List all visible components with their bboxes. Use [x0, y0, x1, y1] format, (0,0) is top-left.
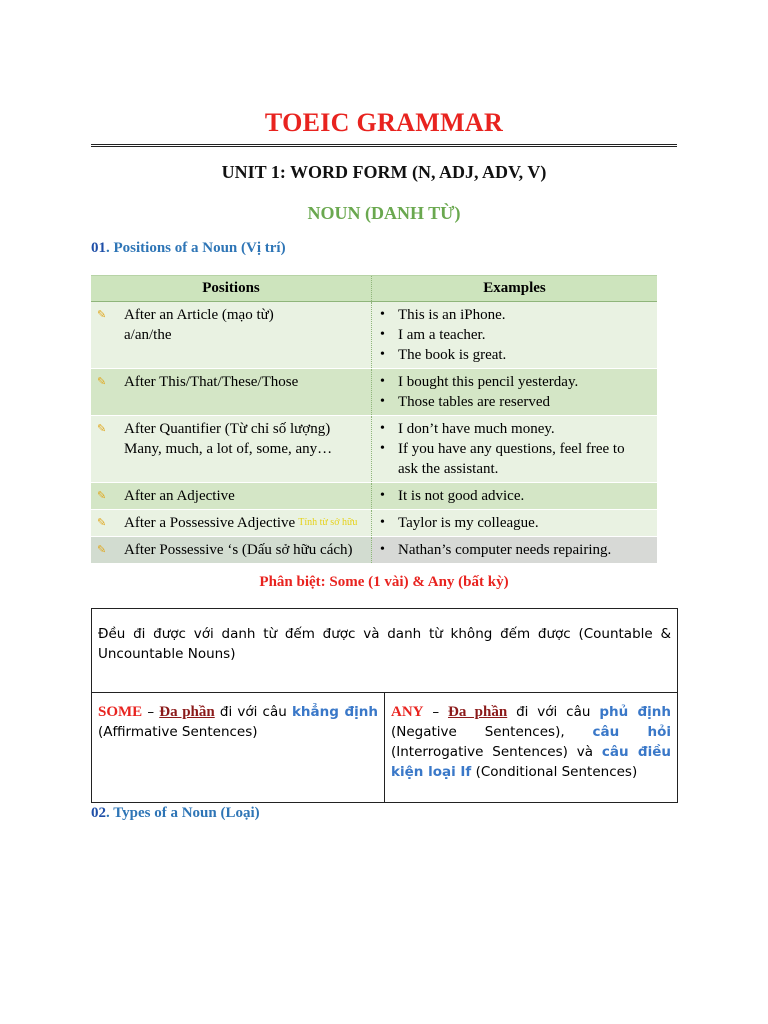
- example-text: Those tables are reserved: [398, 394, 551, 410]
- any-cell: [385, 693, 678, 803]
- pencil-icon: ✎: [97, 309, 107, 321]
- table-row: [91, 510, 657, 537]
- example-text: Nathan’s computer needs repairing.: [398, 542, 612, 558]
- example-text: I am a teacher.: [398, 327, 486, 343]
- dash-text: –: [142, 704, 160, 720]
- position-text: After This/That/These/Those: [124, 374, 299, 390]
- compare-table: [91, 608, 678, 803]
- bullet-icon: •: [380, 441, 385, 456]
- example-text: If you have any questions, feel free to: [398, 441, 625, 457]
- unit-title: UNIT 1: WORD FORM (N, ADJ, ADV, V): [221, 162, 547, 182]
- position-text: After a Possessive Adjective: [124, 515, 296, 531]
- section-text: . Positions of a Noun (Vị trí): [106, 240, 286, 256]
- section-heading-types: [91, 805, 260, 822]
- tail-text: (Negative Sentences),: [391, 724, 593, 740]
- table-row: [91, 537, 657, 564]
- header-positions: Positions: [91, 276, 372, 302]
- table-row: [91, 369, 657, 416]
- bullet-icon: •: [380, 307, 385, 322]
- example-text: I bought this pencil yesterday.: [398, 374, 579, 390]
- bullet-icon: •: [380, 347, 385, 362]
- major-text: Đa phần: [159, 704, 215, 720]
- table-row: [91, 416, 657, 483]
- title-divider: [91, 144, 677, 147]
- pencil-icon: ✎: [97, 490, 107, 502]
- tail-text: (Conditional Sentences): [471, 764, 638, 780]
- tail-text: (Interrogative Sentences) và: [391, 744, 602, 760]
- example-text: This is an iPhone.: [398, 307, 506, 323]
- section-number: 02: [91, 805, 106, 821]
- section-number: 01: [91, 240, 106, 256]
- tail-text: (Affirmative Sentences): [98, 724, 258, 740]
- example-text: ask the assistant.: [398, 461, 499, 477]
- position-text: Many, much, a lot of, some, any…: [124, 441, 333, 457]
- position-text: a/an/the: [124, 327, 172, 343]
- table-row: [91, 483, 657, 510]
- page-title: TOEIC GRAMMAR: [264, 108, 504, 137]
- dash-text: –: [423, 704, 449, 720]
- bullet-icon: •: [380, 515, 385, 530]
- pencil-icon: ✎: [97, 376, 107, 388]
- position-text: After an Article (mạo từ): [124, 307, 274, 323]
- bullet-icon: •: [380, 488, 385, 503]
- mid-text: đi với câu: [507, 704, 600, 720]
- some-cell: [92, 693, 385, 803]
- example-text: It is not good advice.: [398, 488, 525, 504]
- compare-intro: Đều đi được với danh từ đếm được và danh từ không đếm được (Countable & Uncountable Nouns): [92, 609, 678, 693]
- tooltip-label: Tính từ sở hữu: [298, 517, 358, 528]
- negative-keyword: phủ định: [599, 704, 671, 720]
- noun-heading: NOUN (DANH TỪ): [307, 203, 461, 223]
- header-examples: Examples: [372, 276, 658, 302]
- table-row: [91, 302, 657, 369]
- bullet-icon: •: [380, 374, 385, 389]
- pencil-icon: ✎: [97, 544, 107, 556]
- example-text: Taylor is my colleague.: [398, 515, 539, 531]
- position-text: After Possessive ‘s (Dấu sở hữu cách): [124, 542, 353, 558]
- section-text: . Types of a Noun (Loại): [106, 805, 260, 821]
- position-text: After Quantifier (Từ chỉ số lượng): [124, 421, 331, 437]
- major-text: Đa phần: [448, 704, 508, 720]
- pencil-icon: ✎: [97, 423, 107, 435]
- pencil-icon: ✎: [97, 517, 107, 529]
- bullet-icon: •: [380, 394, 385, 409]
- question-keyword: câu hỏi: [592, 724, 672, 740]
- example-text: The book is great.: [398, 347, 507, 363]
- affirmative-keyword: khẳng định: [291, 704, 379, 720]
- mid-text: đi với câu: [214, 704, 292, 720]
- bullet-icon: •: [380, 421, 385, 436]
- conditional-keyword: câu điều kiện loại If: [391, 744, 671, 780]
- some-keyword: SOME: [98, 704, 143, 720]
- any-keyword: ANY: [391, 704, 424, 720]
- positions-table: [91, 275, 657, 564]
- section-heading-positions: [91, 240, 286, 257]
- compare-heading: Phân biệt: Some (1 vài) & Any (bất kỳ): [259, 574, 509, 590]
- bullet-icon: •: [380, 327, 385, 342]
- bullet-icon: •: [380, 542, 385, 557]
- example-text: I don’t have much money.: [398, 421, 555, 437]
- position-text: After an Adjective: [124, 488, 235, 504]
